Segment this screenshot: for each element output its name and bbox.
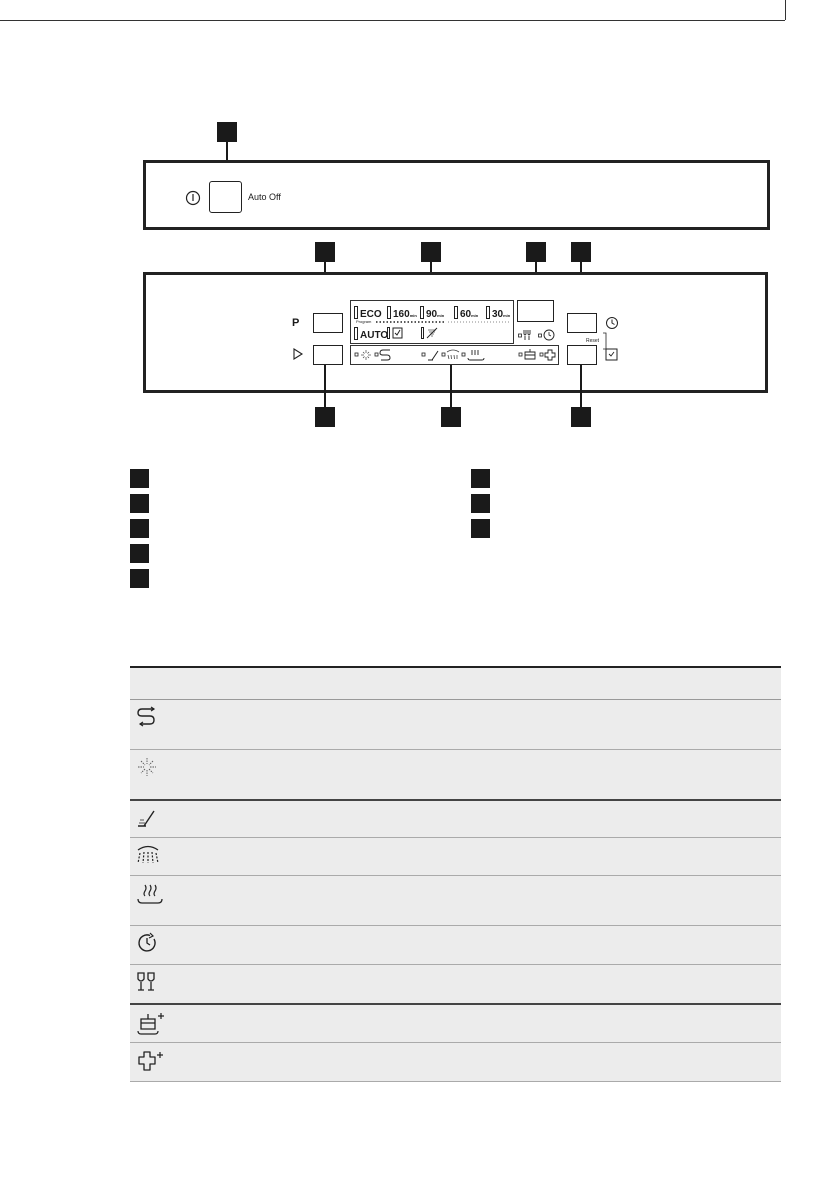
rinse-aid-icon [136, 756, 158, 778]
legend-marker [471, 494, 490, 513]
callout-marker [526, 242, 546, 262]
callout-marker [217, 122, 237, 142]
legend-marker [471, 519, 490, 538]
callout-leader [324, 365, 326, 407]
table-row [130, 926, 781, 965]
callout-marker [315, 407, 335, 427]
delay-start-icon [605, 316, 619, 330]
callout-marker [571, 407, 591, 427]
legend-marker [130, 494, 149, 513]
program-30[interactable]: 30min [486, 306, 510, 320]
callout-marker [421, 242, 441, 262]
delay-start-button[interactable] [567, 313, 597, 333]
play-triangle-icon [292, 348, 304, 360]
program-button-label: P [292, 317, 300, 329]
delay-start-icon [136, 932, 158, 954]
autooff-label: Auto Off [248, 192, 281, 202]
rinsing-icon [136, 844, 160, 866]
program-eco[interactable]: ECO [354, 306, 382, 320]
table-row [130, 800, 781, 838]
legend-marker [130, 519, 149, 538]
start-button[interactable] [313, 345, 343, 365]
salt-icon [136, 706, 158, 728]
crop-mark-vertical [785, 0, 786, 20]
checkbox-icon [605, 348, 618, 361]
callout-marker [571, 242, 591, 262]
table-row [130, 838, 781, 876]
power-icon [185, 190, 201, 206]
drying-icon [136, 882, 164, 906]
quick-program-icon[interactable] [387, 327, 407, 340]
extra-hygiene-icon [136, 1011, 164, 1035]
legend-marker [130, 544, 149, 563]
legend-marker [130, 469, 149, 488]
extra-dry-icon [136, 1049, 164, 1073]
indicator-bar-icons [352, 347, 557, 363]
table-row [130, 700, 781, 750]
program-160[interactable]: 160min [387, 306, 417, 320]
table-header [130, 667, 781, 700]
glasses-icon [136, 971, 158, 993]
program-indicator-label: Program [356, 319, 372, 324]
onoff-button[interactable] [209, 181, 242, 213]
program-auto[interactable]: AUTO [354, 327, 388, 341]
callout-marker [441, 407, 461, 427]
washing-phase-icon [136, 807, 158, 829]
option-indicators-top [518, 328, 560, 342]
program-button[interactable] [313, 313, 343, 333]
machine-care-icon[interactable] [421, 327, 441, 340]
table-row [130, 965, 781, 1004]
crop-mark-horizontal [0, 20, 785, 21]
option-button[interactable] [517, 300, 554, 322]
callout-marker [315, 242, 335, 262]
callout-leader [450, 365, 452, 407]
callout-leader [580, 365, 582, 407]
legend-marker [130, 569, 149, 588]
program-progress-dots [376, 321, 510, 323]
table-row [130, 876, 781, 926]
program-60[interactable]: 60min [454, 306, 478, 320]
program-90[interactable]: 90min [420, 306, 444, 320]
reset-button[interactable] [567, 345, 597, 365]
indicator-table [130, 666, 781, 1082]
table-row [130, 1043, 781, 1082]
reset-label: Reset [586, 338, 600, 344]
table-row [130, 750, 781, 800]
legend-marker [471, 469, 490, 488]
table-row [130, 1004, 781, 1043]
